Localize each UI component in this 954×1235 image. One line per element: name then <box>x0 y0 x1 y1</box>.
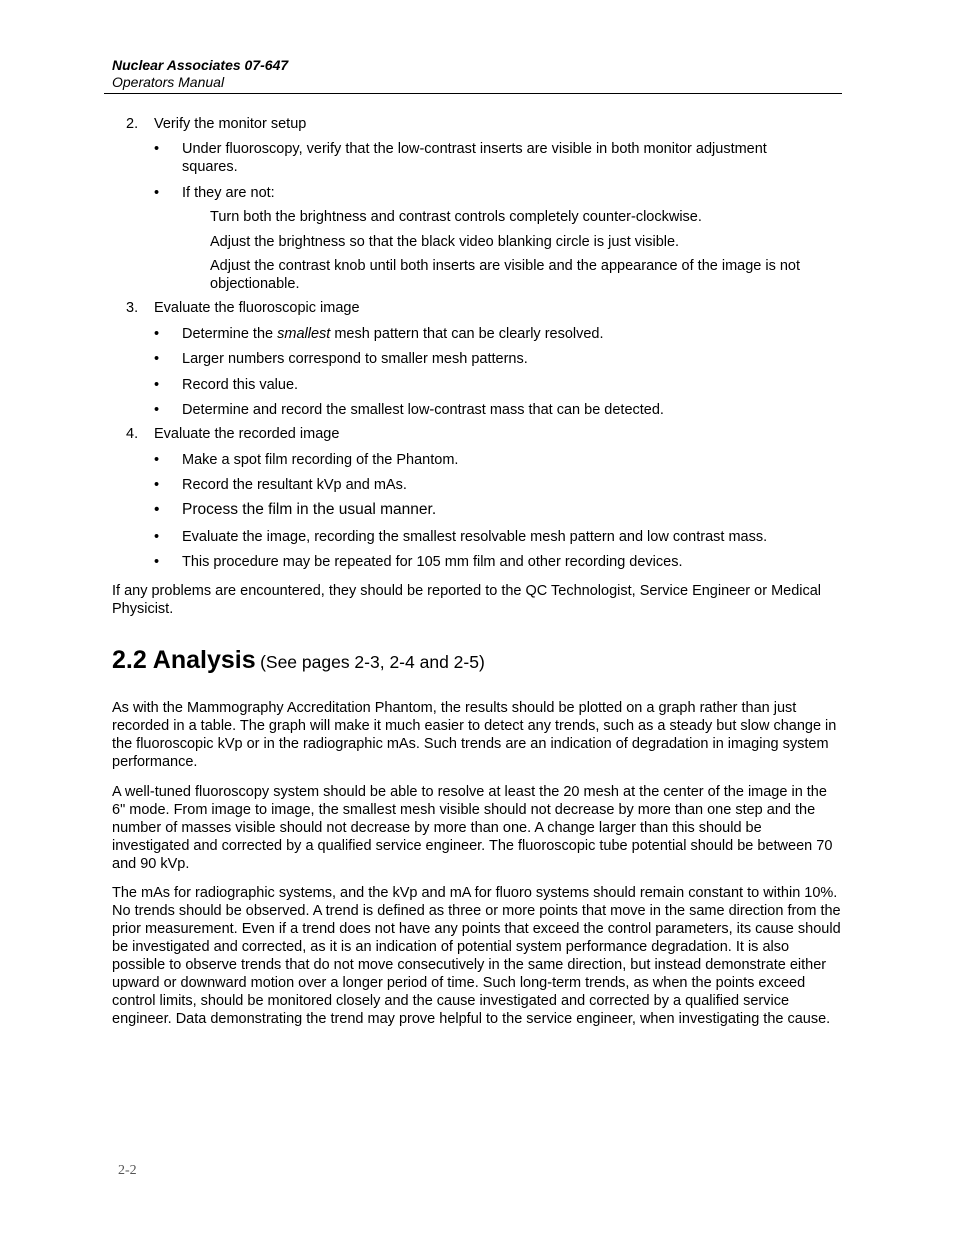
list-item <box>154 140 824 176</box>
step-label: Evaluate the fluoroscopic image <box>154 300 360 316</box>
bullet-icon: • <box>154 326 160 342</box>
section-subtitle: (See pages 2-3, 2-4 and 2-5) <box>260 652 485 672</box>
list-item <box>154 376 824 394</box>
page-header <box>112 57 842 91</box>
sub-item: Adjust the contrast knob until both inserts are visible and the appearance of the image is not objectionable. <box>210 258 801 292</box>
list-item <box>154 350 824 368</box>
paragraph: As with the Mammography Accreditation Phantom, the results should be plotted on a graph rather than just recorded in a table. The graph will make it much easier to detect any trends, such as a steady but slow change in the fluoroscopic kVp or in the radiographic mAs. Such trends are an indication of degradation in imaging system performance. <box>112 700 837 770</box>
step-label: Evaluate the recorded image <box>154 426 340 442</box>
section-title: 2.2 Analysis <box>112 646 256 674</box>
sub-item: Turn both the brightness and contrast controls completely counter-clockwise. <box>210 209 702 225</box>
step-2 <box>126 115 306 133</box>
bullet-icon: • <box>154 477 160 493</box>
list-item <box>154 184 824 202</box>
paragraph: The mAs for radiographic systems, and the kVp and mA for fluoro systems should remain constant to within 10%. No trends should be observed. A trend is defined as three or more points that move in the same direction from the prior measurement. Even if a trend does not have any points that exceed the control parameters, its cause should be investigated and corrected, as it is an indication of potential system performance degradation. It is also possible to observe trends that do not move consecutively in the same direction, but instead demonstrate either upward or downward motion over a longer period of time. Such long-term trends, as when the points exceed control limits, should be monitored closely and the cause investigated and corrected by a qualified service engineer. Data demonstrating the trend may prove helpful to the service engineer, when investigating the cause. <box>112 885 841 1027</box>
page-number: 2-2 <box>118 1163 137 1178</box>
list-item-text: Larger numbers correspond to smaller mesh patterns. <box>182 351 528 367</box>
list-item-text: This procedure may be repeated for 105 mm film and other recording devices. <box>182 554 683 570</box>
bullet-icon: • <box>154 452 160 468</box>
list-item-text: Evaluate the image, recording the smallest resolvable mesh pattern and low contrast mass. <box>182 529 768 545</box>
step-number: 4. <box>126 426 139 442</box>
list-item-text: Record this value. <box>182 377 299 393</box>
list-item-text: Process the film in the usual manner. <box>182 501 437 518</box>
step-number: 2. <box>126 116 139 132</box>
list-item-text: Record the resultant kVp and mAs. <box>182 477 407 493</box>
bullet-icon: • <box>154 554 160 570</box>
list-item <box>154 553 824 571</box>
bullet-icon: • <box>154 377 160 393</box>
emphasis: smallest <box>277 326 331 342</box>
header-divider <box>104 93 842 94</box>
list-item <box>154 476 824 494</box>
bullet-icon: • <box>154 141 160 157</box>
list-item <box>154 528 824 546</box>
section-heading <box>112 646 485 675</box>
list-item <box>154 325 824 343</box>
step-label: Verify the monitor setup <box>154 116 307 132</box>
bullet-icon: • <box>154 185 160 201</box>
step-4 <box>126 425 339 443</box>
bullet-icon: • <box>154 501 160 518</box>
closing-paragraph: If any problems are encountered, they should be reported to the QC Technologist, Service Engineer or Medical Physicist. <box>112 583 822 617</box>
paragraph: A well-tuned fluoroscopy system should be able to resolve at least the 20 mesh at the center of the image in the 6" mode. From image to image, the smallest mesh visible should not decrease by more than one step and the number of masses visible should not decrease by more than one. A change larger than this should be investigated and corrected by a qualified service engineer. The fluoroscopic tube potential should be between 70 and 90 kVp. <box>112 784 833 872</box>
document-title: Nuclear Associates 07-647 <box>112 57 289 73</box>
document-subtitle: Operators Manual <box>112 74 225 90</box>
list-item <box>154 451 824 469</box>
step-3 <box>126 299 360 317</box>
list-item-text: Make a spot film recording of the Phantom. <box>182 452 459 468</box>
list-item-text: Determine the smallest mesh pattern that can be clearly resolved. <box>182 326 604 342</box>
list-item <box>154 401 824 419</box>
list-item <box>154 501 824 519</box>
bullet-icon: • <box>154 529 160 545</box>
list-item-text: Determine and record the smallest low-contrast mass that can be detected. <box>182 402 664 418</box>
step-number: 3. <box>126 300 139 316</box>
list-item-text: Under fluoroscopy, verify that the low-contrast inserts are visible in both monitor adjustment squares. <box>182 141 767 175</box>
sub-item: Adjust the brightness so that the black video blanking circle is just visible. <box>210 234 680 250</box>
list-item-text: If they are not: <box>182 185 275 201</box>
bullet-icon: • <box>154 402 160 418</box>
bullet-icon: • <box>154 351 160 367</box>
